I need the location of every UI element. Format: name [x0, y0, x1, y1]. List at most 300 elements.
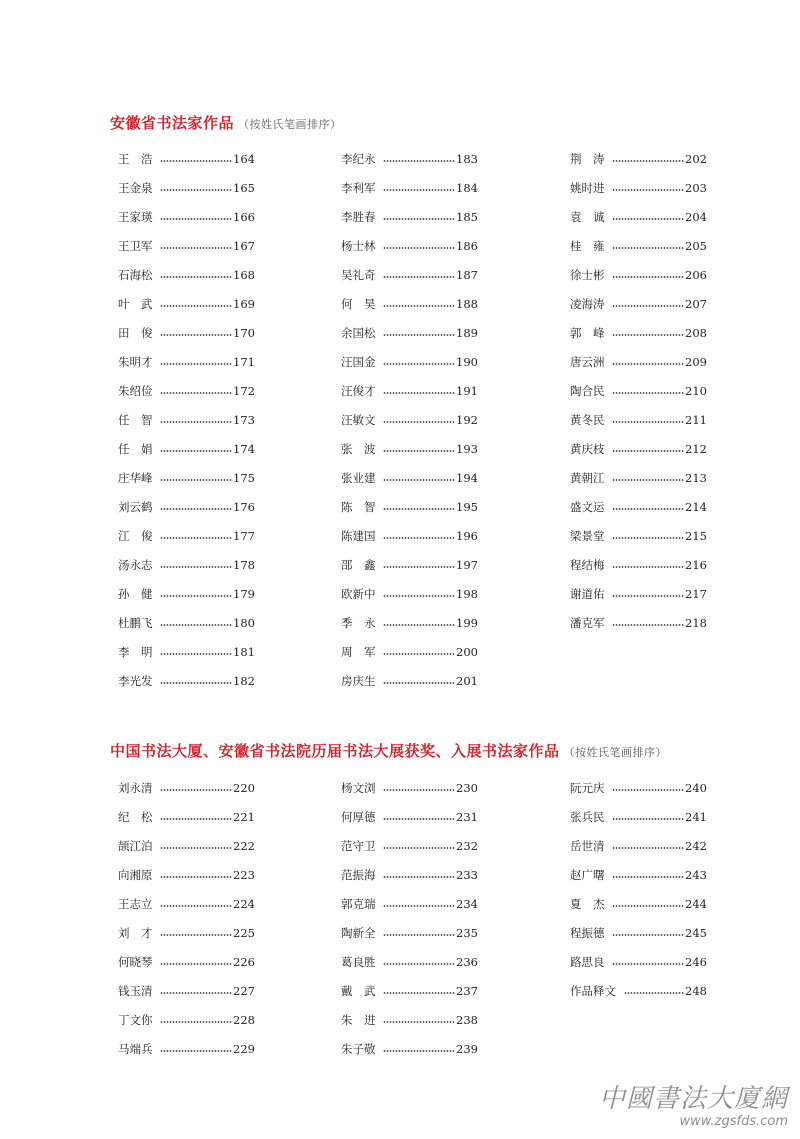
page-number: 171 — [233, 355, 255, 369]
dot-leader — [383, 934, 455, 936]
artist-name: 郭 峰 — [570, 326, 605, 340]
toc-column-1 — [118, 774, 253, 1064]
page-number: 236 — [456, 955, 478, 969]
page-number: 231 — [456, 810, 478, 824]
dot-leader — [160, 789, 232, 791]
dot-leader — [612, 963, 684, 965]
toc-entry — [570, 261, 705, 290]
toc-entry — [341, 1035, 476, 1064]
toc-column-3 — [570, 145, 705, 638]
toc-entry — [118, 803, 253, 832]
page-number: 248 — [685, 984, 707, 998]
artist-name: 何厚德 — [341, 810, 376, 824]
artist-name: 徐士彬 — [570, 268, 605, 282]
artist-name: 欧新中 — [341, 587, 376, 601]
dot-leader — [383, 450, 455, 452]
page-number: 226 — [233, 955, 255, 969]
artist-name: 姚时进 — [570, 181, 605, 195]
dot-leader — [160, 653, 232, 655]
page-number: 192 — [456, 413, 478, 427]
dot-leader — [383, 963, 455, 965]
page-number: 246 — [685, 955, 707, 969]
toc-entry — [341, 174, 476, 203]
page-number: 197 — [456, 558, 478, 572]
toc-column-2 — [341, 774, 476, 1064]
dot-leader — [160, 218, 232, 220]
page-number: 216 — [685, 558, 707, 572]
page-number: 203 — [685, 181, 707, 195]
toc-entry — [118, 861, 253, 890]
page-number: 224 — [233, 897, 255, 911]
page-number: 199 — [456, 616, 478, 630]
dot-leader — [383, 218, 455, 220]
toc-entry — [341, 145, 476, 174]
artist-name: 丁文你 — [118, 1013, 153, 1027]
artist-name: 马端兵 — [118, 1042, 153, 1056]
dot-leader — [160, 963, 232, 965]
dot-leader — [612, 334, 684, 336]
artist-name: 岳世清 — [570, 839, 605, 853]
toc-entry — [341, 290, 476, 319]
artist-name: 庄华峰 — [118, 471, 153, 485]
dot-leader — [160, 363, 232, 365]
page-number: 169 — [233, 297, 255, 311]
dot-leader — [612, 508, 684, 510]
toc-entry — [118, 435, 253, 464]
toc-entry — [341, 774, 476, 803]
artist-name: 石海松 — [118, 268, 153, 282]
artist-name: 梁景堂 — [570, 529, 605, 543]
dot-leader — [160, 189, 232, 191]
page-number: 241 — [685, 810, 707, 824]
artist-name: 杨文浏 — [341, 781, 376, 795]
toc-entry — [341, 638, 476, 667]
page-number: 195 — [456, 500, 478, 514]
artist-name: 唐云洲 — [570, 355, 605, 369]
page-number: 167 — [233, 239, 255, 253]
dot-leader — [624, 992, 684, 994]
page-number: 184 — [456, 181, 478, 195]
page-number: 244 — [685, 897, 707, 911]
dot-leader — [160, 624, 232, 626]
page-number: 200 — [456, 645, 478, 659]
section-subtitle: （按姓氏笔画排序） — [563, 746, 668, 759]
toc-entry — [118, 580, 253, 609]
artist-name: 王家瑛 — [118, 210, 153, 224]
artist-name: 桂 雍 — [570, 239, 605, 253]
dot-leader — [612, 595, 684, 597]
dot-leader — [612, 276, 684, 278]
toc-entry — [570, 609, 705, 638]
artist-name: 邵 鑫 — [341, 558, 376, 572]
toc-entry — [118, 609, 253, 638]
toc-entry — [570, 803, 705, 832]
page-number: 174 — [233, 442, 255, 456]
dot-leader — [160, 479, 232, 481]
artist-name: 范守卫 — [341, 839, 376, 853]
page-number: 229 — [233, 1042, 255, 1056]
dot-leader — [383, 537, 455, 539]
page-number: 232 — [456, 839, 478, 853]
toc-entry — [118, 977, 253, 1006]
dot-leader — [160, 1021, 232, 1023]
artist-name: 阮元庆 — [570, 781, 605, 795]
toc-entry — [570, 832, 705, 861]
dot-leader — [383, 334, 455, 336]
toc-entry — [570, 919, 705, 948]
toc-column-1 — [118, 145, 253, 696]
page-number: 208 — [685, 326, 707, 340]
dot-leader — [383, 479, 455, 481]
page-number: 245 — [685, 926, 707, 940]
dot-leader — [383, 566, 455, 568]
page-number: 191 — [456, 384, 478, 398]
artist-name: 赵广曙 — [570, 868, 605, 882]
toc-entry — [570, 551, 705, 580]
dot-leader — [612, 789, 684, 791]
toc-entry — [570, 377, 705, 406]
artist-name: 吴礼奇 — [341, 268, 376, 282]
artist-name: 王金泉 — [118, 181, 153, 195]
toc-entry — [118, 890, 253, 919]
page-number: 243 — [685, 868, 707, 882]
page-number: 205 — [685, 239, 707, 253]
artist-name: 汪敏文 — [341, 413, 376, 427]
dot-leader — [612, 450, 684, 452]
page-number: 222 — [233, 839, 255, 853]
toc-entry — [118, 638, 253, 667]
page-number: 173 — [233, 413, 255, 427]
artist-name: 余国松 — [341, 326, 376, 340]
artist-name: 刘 才 — [118, 926, 153, 940]
dot-leader — [160, 847, 232, 849]
artist-name: 向湘原 — [118, 868, 153, 882]
toc-entry — [341, 919, 476, 948]
page-number: 190 — [456, 355, 478, 369]
page-number: 204 — [685, 210, 707, 224]
page-number: 207 — [685, 297, 707, 311]
dot-leader — [160, 1050, 232, 1052]
dot-leader — [160, 247, 232, 249]
page-number: 164 — [233, 152, 255, 166]
page-number: 240 — [685, 781, 707, 795]
dot-leader — [383, 682, 455, 684]
dot-leader — [160, 276, 232, 278]
artist-name: 李纪永 — [341, 152, 376, 166]
toc-entry — [570, 290, 705, 319]
page-number: 183 — [456, 152, 478, 166]
toc-entry — [341, 319, 476, 348]
page-number: 217 — [685, 587, 707, 601]
toc-entry — [341, 493, 476, 522]
page-number: 168 — [233, 268, 255, 282]
toc-entry — [118, 319, 253, 348]
dot-leader — [612, 479, 684, 481]
dot-leader — [612, 566, 684, 568]
artist-name: 盛文运 — [570, 500, 605, 514]
artist-name: 田 俊 — [118, 326, 153, 340]
dot-leader — [612, 392, 684, 394]
toc-entry — [570, 890, 705, 919]
page-number: 225 — [233, 926, 255, 940]
page-number: 186 — [456, 239, 478, 253]
toc-entry — [341, 377, 476, 406]
page-number: 185 — [456, 210, 478, 224]
artist-name: 黄庆枝 — [570, 442, 605, 456]
toc-entry — [341, 464, 476, 493]
toc-entry — [570, 348, 705, 377]
section-title-anhui — [110, 112, 342, 133]
toc-entry — [570, 174, 705, 203]
page-number: 230 — [456, 781, 478, 795]
page-number: 210 — [685, 384, 707, 398]
dot-leader — [612, 847, 684, 849]
toc-entry — [341, 232, 476, 261]
dot-leader — [383, 160, 455, 162]
page-number: 187 — [456, 268, 478, 282]
artist-name: 袁 诚 — [570, 210, 605, 224]
toc-entry — [341, 803, 476, 832]
page-number: 239 — [456, 1042, 478, 1056]
toc-entry — [570, 522, 705, 551]
page-number: 189 — [456, 326, 478, 340]
artist-name: 王卫军 — [118, 239, 153, 253]
dot-leader — [612, 624, 684, 626]
page-number: 176 — [233, 500, 255, 514]
artist-name: 刘永清 — [118, 781, 153, 795]
toc-entry — [341, 522, 476, 551]
artist-name: 纪 松 — [118, 810, 153, 824]
artist-name: 朱子敬 — [341, 1042, 376, 1056]
artist-name: 刘云鹤 — [118, 500, 153, 514]
page-number: 172 — [233, 384, 255, 398]
toc-entry — [341, 580, 476, 609]
artist-name: 任 娟 — [118, 442, 153, 456]
dot-leader — [383, 276, 455, 278]
artist-name: 李光发 — [118, 674, 153, 688]
page-number: 188 — [456, 297, 478, 311]
artist-name: 路思良 — [570, 955, 605, 969]
toc-entry — [118, 290, 253, 319]
artist-name: 葛良胜 — [341, 955, 376, 969]
artist-name: 汪国金 — [341, 355, 376, 369]
page-number: 234 — [456, 897, 478, 911]
toc-entry — [118, 145, 253, 174]
artist-name: 朱 进 — [341, 1013, 376, 1027]
artist-name: 程结梅 — [570, 558, 605, 572]
dot-leader — [383, 789, 455, 791]
artist-name: 汪俊才 — [341, 384, 376, 398]
artist-name: 杨士林 — [341, 239, 376, 253]
page-number: 242 — [685, 839, 707, 853]
artist-name: 戴 武 — [341, 984, 376, 998]
watermark-url: www.zgsfds.com — [679, 1114, 788, 1129]
page-number: 180 — [233, 616, 255, 630]
dot-leader — [383, 876, 455, 878]
section-title-exhibition — [110, 740, 667, 761]
page-number: 206 — [685, 268, 707, 282]
dot-leader — [160, 508, 232, 510]
artist-name: 孙 健 — [118, 587, 153, 601]
page-number: 238 — [456, 1013, 478, 1027]
artist-name: 李 明 — [118, 645, 153, 659]
toc-entry — [570, 435, 705, 464]
artist-name: 朱绍俭 — [118, 384, 153, 398]
page-number: 201 — [456, 674, 478, 688]
toc-entry — [570, 977, 705, 1006]
toc-entry — [570, 948, 705, 977]
dot-leader — [612, 421, 684, 423]
dot-leader — [383, 305, 455, 307]
toc-entry — [118, 261, 253, 290]
toc-entry — [118, 948, 253, 977]
toc-entry — [570, 493, 705, 522]
artist-name: 夏 杰 — [570, 897, 605, 911]
artist-name: 季 永 — [341, 616, 376, 630]
artist-name: 谢道佑 — [570, 587, 605, 601]
toc-entry — [118, 174, 253, 203]
toc-entry — [118, 493, 253, 522]
dot-leader — [383, 595, 455, 597]
dot-leader — [383, 905, 455, 907]
dot-leader — [160, 160, 232, 162]
toc-entry — [118, 1035, 253, 1064]
artist-name: 李利军 — [341, 181, 376, 195]
toc-entry — [341, 203, 476, 232]
artist-name: 黄冬民 — [570, 413, 605, 427]
dot-leader — [612, 247, 684, 249]
section-subtitle: （按姓氏笔画排序） — [238, 118, 342, 131]
dot-leader — [383, 421, 455, 423]
watermark-logo: 中國書法大廈網 — [598, 1084, 788, 1114]
artist-name: 钱玉清 — [118, 984, 153, 998]
page-number: 218 — [685, 616, 707, 630]
toc-column-2 — [341, 145, 476, 696]
toc-entry — [118, 406, 253, 435]
page-number: 235 — [456, 926, 478, 940]
toc-entry — [118, 774, 253, 803]
dot-leader — [160, 682, 232, 684]
toc-entry — [341, 977, 476, 1006]
artist-name: 汤永志 — [118, 558, 153, 572]
artist-name: 作品释文 — [570, 984, 616, 998]
dot-leader — [160, 876, 232, 878]
toc-entry — [570, 406, 705, 435]
toc-column-3 — [570, 774, 705, 1006]
toc-entry — [118, 348, 253, 377]
dot-leader — [612, 905, 684, 907]
page-number: 214 — [685, 500, 707, 514]
artist-name: 任 智 — [118, 413, 153, 427]
toc-entry — [341, 435, 476, 464]
dot-leader — [612, 818, 684, 820]
artist-name: 何 昊 — [341, 297, 376, 311]
artist-name: 叶 武 — [118, 297, 153, 311]
artist-name: 朱明才 — [118, 355, 153, 369]
toc-entry — [341, 832, 476, 861]
artist-name: 李胜春 — [341, 210, 376, 224]
toc-entry — [118, 522, 253, 551]
dot-leader — [612, 218, 684, 220]
dot-leader — [383, 392, 455, 394]
page-number: 170 — [233, 326, 255, 340]
page-number: 223 — [233, 868, 255, 882]
toc-entry — [341, 406, 476, 435]
dot-leader — [160, 566, 232, 568]
dot-leader — [383, 624, 455, 626]
dot-leader — [612, 189, 684, 191]
artist-name: 张 波 — [341, 442, 376, 456]
toc-entry — [341, 348, 476, 377]
toc-entry — [570, 319, 705, 348]
page-number: 179 — [233, 587, 255, 601]
page-number: 237 — [456, 984, 478, 998]
dot-leader — [160, 595, 232, 597]
toc-entry — [118, 232, 253, 261]
toc-entry — [118, 1006, 253, 1035]
toc-entry — [570, 145, 705, 174]
page-number: 220 — [233, 781, 255, 795]
section-title-text: 中国书法大厦、安徽省书法院历届书法大展获奖、入展书法家作品 — [110, 742, 560, 760]
dot-leader — [383, 247, 455, 249]
artist-name: 何晓琴 — [118, 955, 153, 969]
artist-name: 范振海 — [341, 868, 376, 882]
page-number: 212 — [685, 442, 707, 456]
page-number: 175 — [233, 471, 255, 485]
page-number: 193 — [456, 442, 478, 456]
artist-name: 潘克军 — [570, 616, 605, 630]
page-number: 177 — [233, 529, 255, 543]
dot-leader — [383, 992, 455, 994]
page-number: 181 — [233, 645, 255, 659]
page-number: 228 — [233, 1013, 255, 1027]
artist-name: 陶新全 — [341, 926, 376, 940]
toc-entry — [341, 261, 476, 290]
toc-entry — [118, 203, 253, 232]
artist-name: 颉江泊 — [118, 839, 153, 853]
dot-leader — [383, 653, 455, 655]
dot-leader — [612, 160, 684, 162]
page-number: 227 — [233, 984, 255, 998]
page-number: 196 — [456, 529, 478, 543]
page-number: 213 — [685, 471, 707, 485]
page-number: 165 — [233, 181, 255, 195]
dot-leader — [383, 363, 455, 365]
dot-leader — [383, 508, 455, 510]
dot-leader — [612, 305, 684, 307]
page-number: 198 — [456, 587, 478, 601]
page-number: 178 — [233, 558, 255, 572]
toc-entry — [570, 861, 705, 890]
dot-leader — [383, 818, 455, 820]
toc-entry — [118, 667, 253, 696]
artist-name: 程振德 — [570, 926, 605, 940]
toc-entry — [341, 609, 476, 638]
page-number: 221 — [233, 810, 255, 824]
artist-name: 陈 智 — [341, 500, 376, 514]
artist-name: 郭克瑞 — [341, 897, 376, 911]
artist-name: 凌海涛 — [570, 297, 605, 311]
dot-leader — [160, 450, 232, 452]
dot-leader — [612, 876, 684, 878]
page-number: 194 — [456, 471, 478, 485]
artist-name: 荆 涛 — [570, 152, 605, 166]
dot-leader — [160, 305, 232, 307]
toc-entry — [570, 580, 705, 609]
toc-entry — [341, 948, 476, 977]
toc-entry — [570, 464, 705, 493]
toc-entry — [118, 551, 253, 580]
